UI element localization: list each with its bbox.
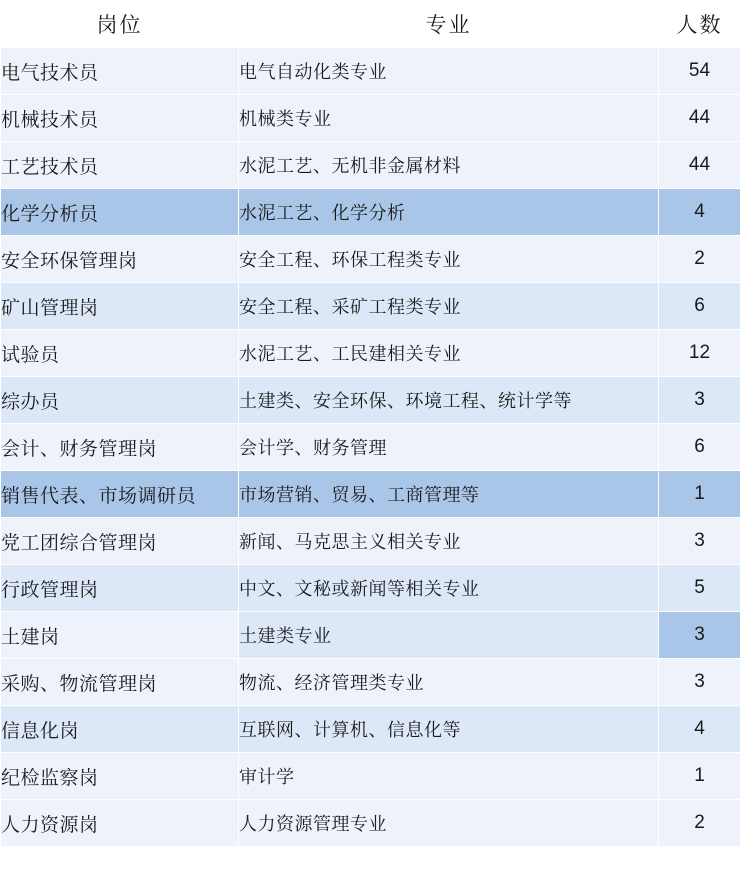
table-row: [1, 612, 740, 659]
table-row: [1, 330, 740, 377]
cell-major: 水泥工艺、无机非金属材料: [239, 142, 659, 189]
cell-count: 5: [659, 565, 740, 612]
cell-major: 机械类专业: [239, 95, 659, 142]
cell-post: 化学分析员: [1, 189, 239, 236]
cell-major: 土建类、安全环保、环境工程、统计学等: [239, 377, 659, 424]
column-header-major: 专业: [239, 1, 659, 48]
table-header: [1, 1, 740, 48]
cell-count: 3: [659, 377, 740, 424]
cell-post: 纪检监察岗: [1, 753, 239, 800]
cell-count: 2: [659, 236, 740, 283]
cell-major: 电气自动化类专业: [239, 48, 659, 95]
table-row: [1, 800, 740, 847]
cell-count: 2: [659, 800, 740, 847]
cell-major: 人力资源管理专业: [239, 800, 659, 847]
cell-post: 综办员: [1, 377, 239, 424]
cell-post: 电气技术员: [1, 48, 239, 95]
cell-count: 6: [659, 424, 740, 471]
cell-major: 审计学: [239, 753, 659, 800]
cell-major: 土建类专业: [239, 612, 659, 659]
table-row: [1, 753, 740, 800]
cell-major: 会计学、财务管理: [239, 424, 659, 471]
cell-count: 44: [659, 95, 740, 142]
cell-count: 12: [659, 330, 740, 377]
cell-count: 3: [659, 612, 740, 659]
table-row: [1, 706, 740, 753]
table-body: [1, 48, 740, 847]
cell-major: 安全工程、环保工程类专业: [239, 236, 659, 283]
cell-post: 土建岗: [1, 612, 239, 659]
table-row: [1, 95, 740, 142]
table-row: [1, 142, 740, 189]
cell-post: 工艺技术员: [1, 142, 239, 189]
cell-count: 4: [659, 189, 740, 236]
cell-post: 信息化岗: [1, 706, 239, 753]
cell-count: 3: [659, 518, 740, 565]
table-header-row: [1, 1, 740, 48]
table-row: [1, 48, 740, 95]
cell-major: 互联网、计算机、信息化等: [239, 706, 659, 753]
cell-post: 机械技术员: [1, 95, 239, 142]
column-header-post: 岗位: [1, 1, 239, 48]
table-row: [1, 518, 740, 565]
cell-post: 销售代表、市场调研员: [1, 471, 239, 518]
table-row: [1, 471, 740, 518]
cell-major: 新闻、马克思主义相关专业: [239, 518, 659, 565]
cell-post: 会计、财务管理岗: [1, 424, 239, 471]
cell-post: 人力资源岗: [1, 800, 239, 847]
cell-post: 行政管理岗: [1, 565, 239, 612]
table-row: [1, 236, 740, 283]
table-row: [1, 565, 740, 612]
cell-count: 3: [659, 659, 740, 706]
cell-count: 1: [659, 471, 740, 518]
cell-major: 物流、经济管理类专业: [239, 659, 659, 706]
cell-post: 矿山管理岗: [1, 283, 239, 330]
cell-count: 6: [659, 283, 740, 330]
cell-major: 市场营销、贸易、工商管理等: [239, 471, 659, 518]
table-row: [1, 659, 740, 706]
cell-major: 安全工程、采矿工程类专业: [239, 283, 659, 330]
cell-count: 44: [659, 142, 740, 189]
cell-post: 党工团综合管理岗: [1, 518, 239, 565]
column-header-count: 人数: [659, 1, 740, 48]
cell-major: 中文、文秘或新闻等相关专业: [239, 565, 659, 612]
cell-count: 54: [659, 48, 740, 95]
table-row: [1, 424, 740, 471]
cell-post: 采购、物流管理岗: [1, 659, 239, 706]
cell-count: 1: [659, 753, 740, 800]
table-row: [1, 283, 740, 330]
cell-post: 试验员: [1, 330, 239, 377]
cell-post: 安全环保管理岗: [1, 236, 239, 283]
table-row: [1, 189, 740, 236]
cell-major: 水泥工艺、化学分析: [239, 189, 659, 236]
table-row: [1, 377, 740, 424]
cell-major: 水泥工艺、工民建相关专业: [239, 330, 659, 377]
cell-count: 4: [659, 706, 740, 753]
